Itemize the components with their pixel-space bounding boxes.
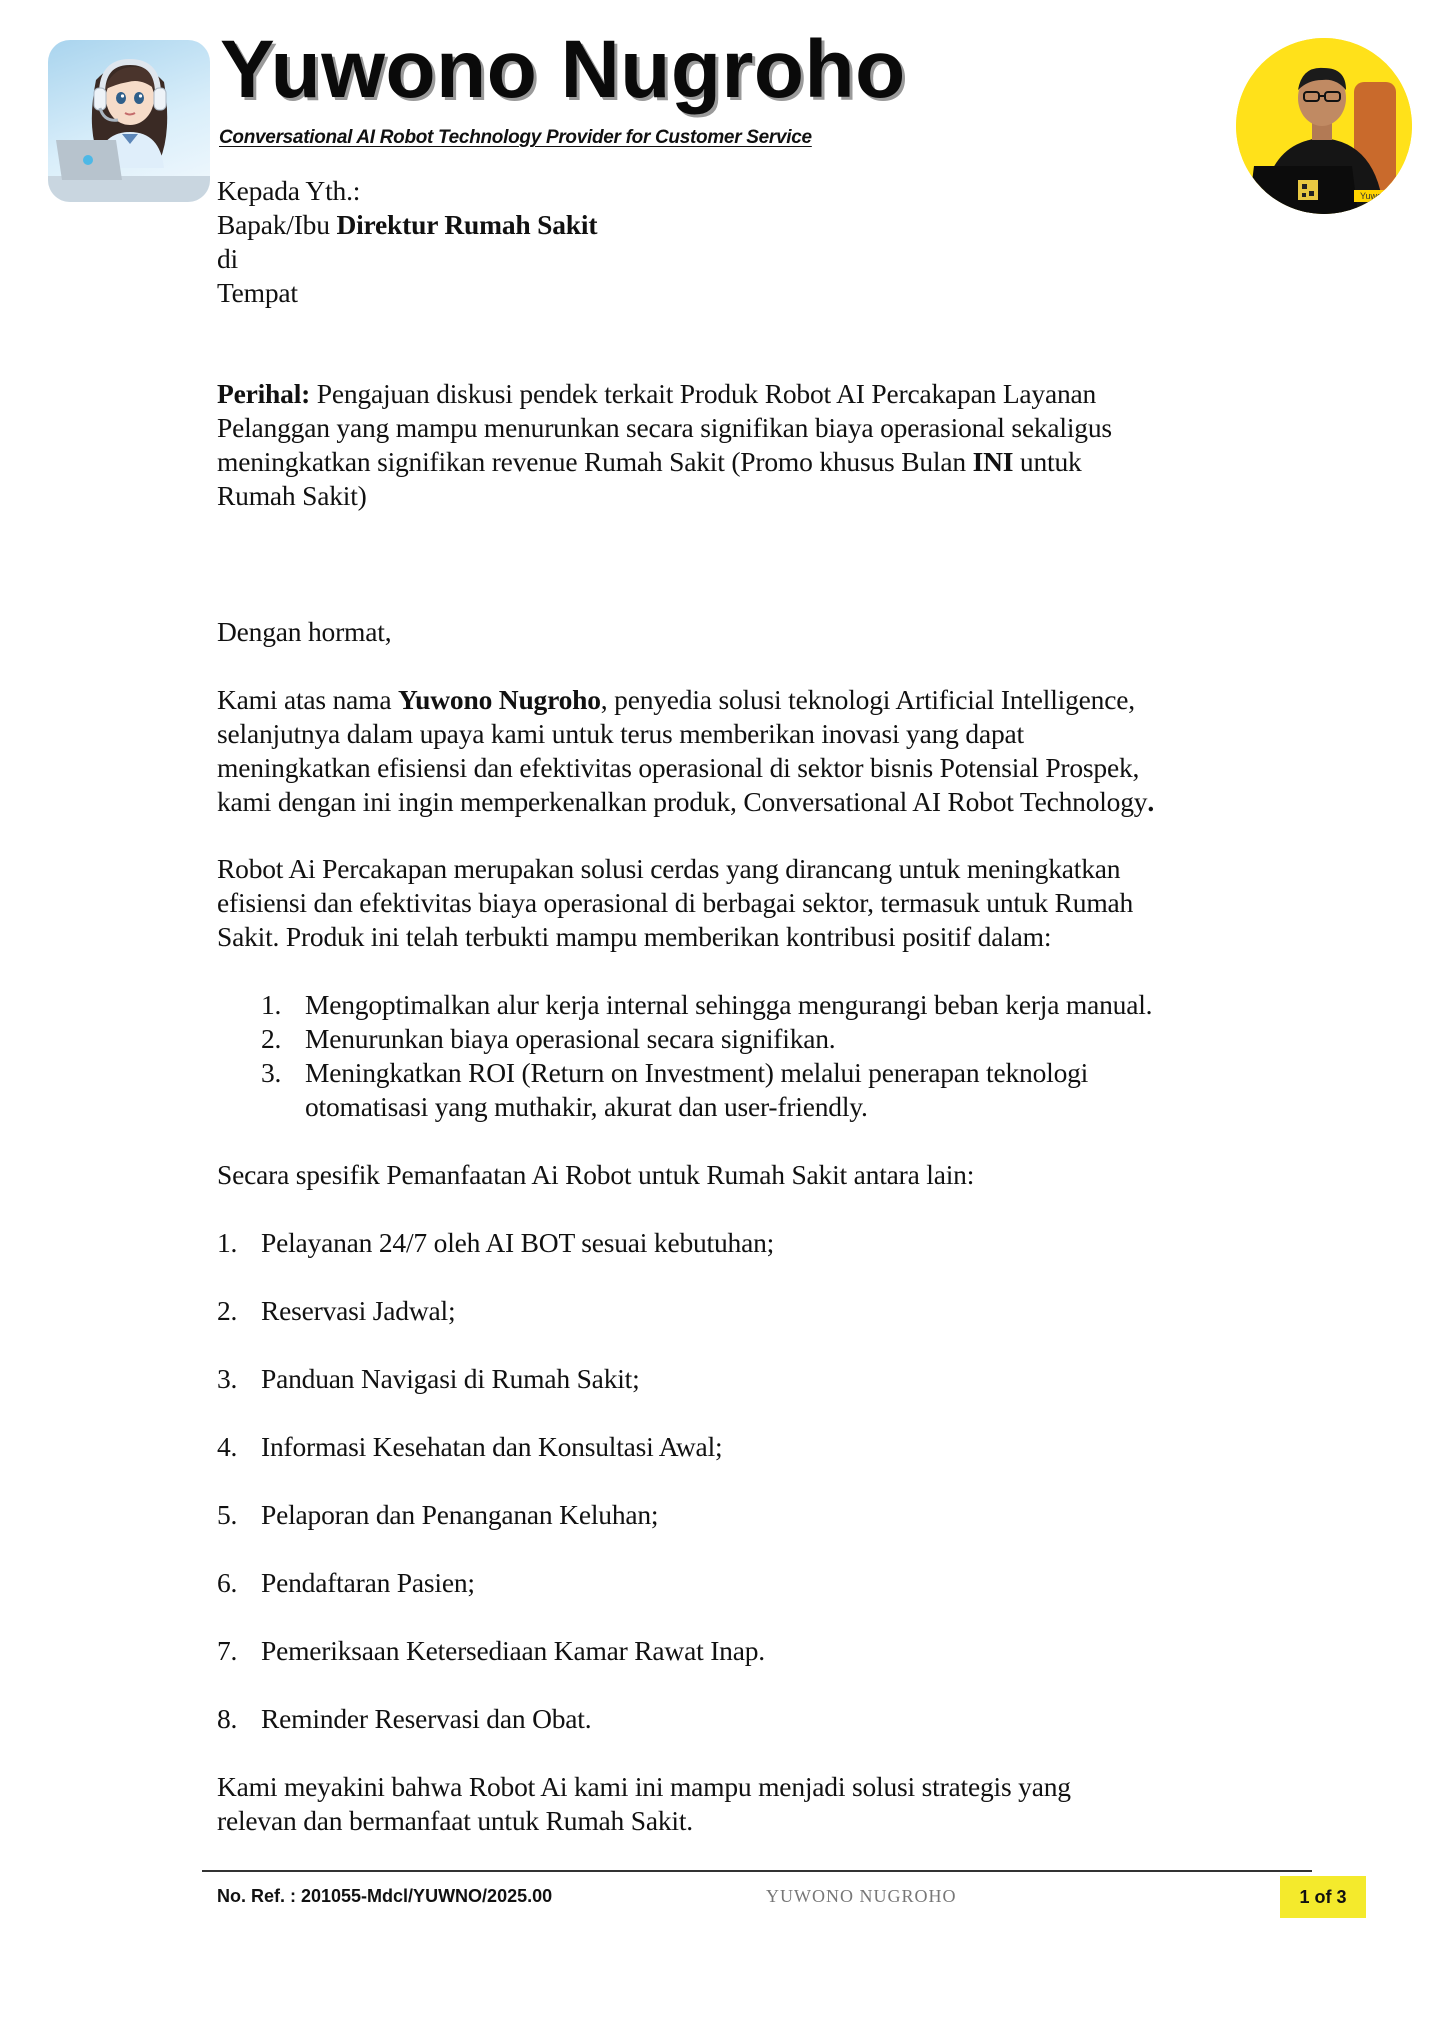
recipient-line-3: di: [217, 243, 238, 274]
use-item: 7. Pemeriksaan Ketersediaan Kamar Rawat Inap.: [217, 1635, 765, 1666]
recipient-block: [217, 174, 1237, 310]
intro-line-3: meningkatkan efisiensi dan efektivitas operasional di sektor bisnis Potensial Prospek,: [217, 752, 1140, 783]
use-item: 4. Informasi Kesehatan dan Konsultasi Awal;: [217, 1431, 723, 1462]
closing-line-1: Kami meyakini bahwa Robot Ai kami ini mampu menjadi solusi strategis yang: [217, 1771, 1071, 1802]
product-line-1: Robot Ai Percakapan merupakan solusi cerdas yang dirancang untuk meningkatkan: [217, 853, 1121, 884]
intro-line-2: selanjutnya dalam upaya kami untuk terus memberikan inovasi yang dapat: [217, 718, 1024, 749]
intro-line-4: kami dengan ini ingin memperkenalkan produk, Conversational AI Robot Technology.: [217, 786, 1155, 817]
intro-paragraph: [217, 683, 1237, 819]
brand-title: Yuwono Nugroho: [220, 24, 906, 115]
presenter-badge-label: Yuwono: [1360, 191, 1393, 201]
subject-line-2: Pelanggan yang mampu menurunkan secara signifikan biaya operasional sekaligus: [217, 412, 1112, 443]
recipient-line-4: Tempat: [217, 277, 298, 308]
robot-avatar-image: [48, 40, 210, 202]
product-paragraph: [217, 852, 1237, 954]
customer-service-robot-icon: [48, 40, 210, 202]
subject-block: [217, 377, 1237, 513]
use-item: 3. Panduan Navigasi di Rumah Sakit;: [217, 1363, 640, 1394]
page-number-badge: 1 of 3: [1280, 1876, 1366, 1918]
footer-company-name: YUWONO NUGROHO: [766, 1886, 957, 1906]
use-item: 8. Reminder Reservasi dan Obat.: [217, 1703, 592, 1734]
subject-line-3: meningkatkan signifikan revenue Rumah Sakit (Promo khusus Bulan INI untuk: [217, 446, 1082, 477]
brand-tagline: Conversational AI Robot Technology Provider for Customer Service: [219, 127, 812, 148]
recipient-line-2: Bapak/Ibu Direktur Rumah Sakit: [217, 209, 598, 240]
salutation: Dengan hormat,: [217, 616, 392, 647]
use-item: 2. Reservasi Jadwal;: [217, 1295, 456, 1326]
recipient-line-1: Kepada Yth.:: [217, 175, 361, 206]
closing-paragraph: [217, 1770, 1237, 1838]
product-line-2: efisiensi dan efektivitas biaya operasional di berbagai sektor, termasuk untuk Rumah: [217, 887, 1134, 918]
intro-line-1: Kami atas nama Yuwono Nugroho, penyedia solusi teknologi Artificial Intelligence,: [217, 684, 1135, 715]
presenter-photo-icon: [1236, 38, 1412, 214]
recipient-title: Direktur Rumah Sakit: [336, 209, 598, 240]
use-item: 6. Pendaftaran Pasien;: [217, 1567, 475, 1598]
company-name: Yuwono Nugroho: [398, 684, 601, 715]
closing-line-2: relevan dan bermanfaat untuk Rumah Sakit.: [217, 1805, 693, 1836]
subject-label: Perihal:: [217, 378, 311, 409]
product-line-3: Sakit. Produk ini telah terbukti mampu memberikan kontribusi positif dalam:: [217, 921, 1052, 952]
subject-line-1: Perihal: Pengajuan diskusi pendek terkait Produk Robot AI Percakapan Layanan: [217, 378, 1097, 409]
uses-heading: Secara spesifik Pemanfaatan Ai Robot untuk Rumah Sakit antara lain:: [217, 1159, 975, 1190]
use-item: 1. Pelayanan 24/7 oleh AI BOT sesuai kebutuhan;: [217, 1227, 775, 1258]
presenter-avatar: [1236, 38, 1412, 214]
subject-line-4: Rumah Sakit): [217, 480, 367, 511]
footer-reference-number: No. Ref. : 201055-Mdcl/YUWNO/2025.00: [217, 1886, 553, 1906]
footer-divider: [202, 1870, 1312, 1872]
use-item: 5. Pelaporan dan Penanganan Keluhan;: [217, 1499, 659, 1530]
